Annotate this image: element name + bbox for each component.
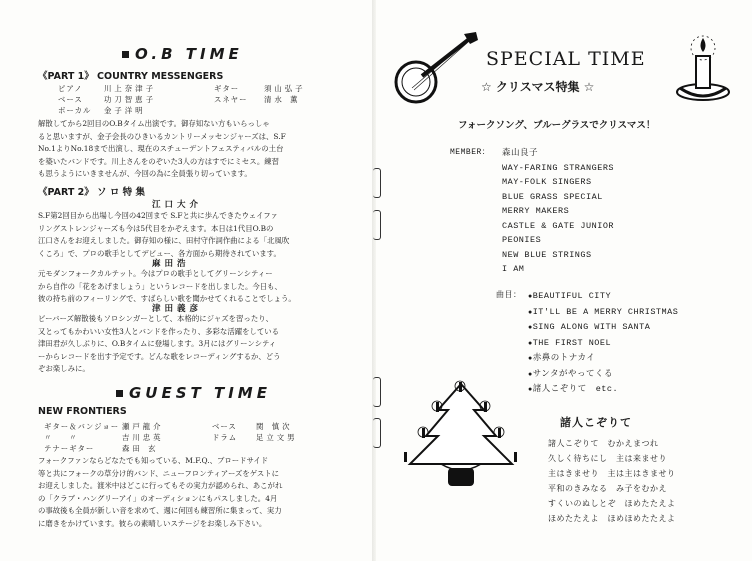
member-list — [502, 146, 614, 277]
song-item: ●BEAUTIFUL CITY — [528, 291, 612, 301]
bullet-icon: ● — [528, 308, 533, 317]
roster-member: 瀬戸龍介 — [122, 422, 164, 431]
hymn-line: 主はきませり 主は主はきませり — [548, 469, 676, 478]
member-label: MEMBER： — [450, 148, 491, 157]
bullet-icon: ● — [528, 355, 533, 363]
text-line: 等と共にフォークの草分け的バンド、ニューフロンティアーズをゲストに — [38, 468, 280, 478]
ob-time-text: O.B TIME — [135, 45, 243, 63]
roster-member — [264, 105, 334, 116]
roster-member: 清水 薫 — [264, 95, 301, 104]
guest-band-name: NEW FRONTIERS — [38, 406, 127, 417]
text-line: ると思いますが、金子会長のひきいるカントリーメッセンジャーズは、S.F — [38, 131, 286, 141]
text-line: に磨きをかけています。彼らの素晴しいステージをお楽しみ下さい。 — [38, 518, 267, 528]
guest-time-text: GUEST TIME — [129, 384, 271, 402]
singer-name-tsuda: 津田義彦 — [152, 304, 203, 314]
member-item: BLUE GRASS SPECIAL — [502, 191, 603, 202]
part2-heading: 《PART 2》 ソ ロ 特 集 — [38, 187, 145, 198]
text-line: を築いたバンドです。川上さんをのぞいた3人の方はすでにミセス。練習 — [38, 156, 280, 166]
roster-role: ピアノ — [58, 84, 83, 93]
text-line: くころ」で、プロの歌手としてデビュー、各方面から期待されています。 — [38, 248, 281, 258]
hymn-line: 久しく待ちにし 主は来ませり — [548, 454, 667, 463]
hymn-lyrics — [548, 436, 676, 526]
hymn-line: すくいのぬしとぞ ほめたたえよ — [548, 499, 676, 508]
text-line: No.1よりNo.18まで出演し、現在のスチューデントフェスティバルの土台 — [38, 144, 284, 153]
roster-role — [214, 105, 264, 116]
roster-role: 〃 〃 — [44, 433, 78, 442]
singer-name-asada: 麻田浩 — [152, 259, 190, 269]
roster-role: ギター — [214, 84, 240, 93]
song-item: ●SING ALONG WITH SANTA — [528, 322, 651, 332]
roster-role: スネヤー — [214, 95, 248, 104]
singer-body-tsuda — [38, 313, 358, 376]
text-line: 解散してから2回目のO.Bタイム出演です。御存知ない方もいらっしゃ — [38, 119, 270, 128]
text-line: フォークファンならどなたでも知っている、M.F.Q.、ブロードサイド — [38, 456, 269, 465]
member-item: MAY-FOLK SINGERS — [502, 177, 592, 187]
member-item: 森山良子 — [502, 148, 539, 158]
roster-role: ドラム — [212, 433, 238, 442]
text-line: の「クラブ・ハングリーアイ」のオーディションにもパスしました。4月 — [38, 493, 278, 503]
roster-member — [256, 443, 336, 454]
roster-member: 金子洋明 — [104, 106, 146, 115]
roster-member: 功刀智恵子 — [104, 95, 156, 104]
guest-roster — [44, 421, 336, 454]
song-item: ●諸人こぞりて etc. — [528, 384, 619, 394]
singer-name-eguchi: 江口大介 — [152, 200, 203, 210]
bullet-icon: ● — [528, 324, 533, 332]
part1-roster — [58, 83, 334, 116]
bullet-icon: ● — [528, 370, 533, 379]
singer-body-eguchi — [38, 210, 358, 260]
square-bullet-icon — [122, 51, 129, 58]
text-line: 津田君が久しぶりに、O.Bタイムに登場します。3月にはグリーンシティ — [38, 339, 277, 348]
roster-role: ボーカル — [58, 106, 92, 115]
banjo-illustration — [392, 30, 482, 105]
text-line: 江口さんをお迎えしました。御存知の様に、田村守作詞作曲による「北風吹 — [38, 236, 290, 245]
song-item: ●赤鼻のトナカイ — [528, 353, 596, 363]
christmas-lead: フォークソング、ブルーグラスでクリスマス！ — [458, 120, 656, 131]
member-item: I AM — [502, 264, 525, 274]
square-bullet-icon — [116, 390, 123, 397]
roster-member: 川上奈津子 — [104, 84, 156, 93]
part1-heading: 《PART 1》 COUNTRY MESSENGERS — [38, 71, 224, 82]
roster-member: 関 慎次 — [256, 422, 293, 431]
roster-member: 須山弘子 — [264, 84, 306, 93]
text-line: ビーバーズ解散後もソロシンガーとして、本格的にジャズを習ったり、 — [38, 314, 273, 323]
guest-time-title — [116, 384, 271, 402]
member-item: MERRY MAKERS — [502, 206, 570, 216]
roster-role — [212, 443, 256, 454]
roster-member: 森田 玄 — [122, 444, 159, 453]
text-line: ぞお楽しみに。 — [38, 364, 90, 373]
bullet-icon: ● — [528, 339, 533, 348]
candle-icon — [672, 32, 734, 107]
song-list — [528, 289, 678, 398]
text-line: ーからレコードを出す予定です。どんな歌をレコーディングするか、どう — [38, 351, 281, 361]
text-line: お迎えしました。渡米中はどこに行ってもその実力が認められ、あこがれ — [38, 481, 283, 490]
part1-body — [38, 118, 358, 181]
christmas-tree-illustration — [396, 380, 526, 495]
member-item: PEONIES — [502, 235, 542, 245]
roster-role: ベース — [212, 422, 237, 431]
roster-role: ギター＆バンジョー — [44, 422, 120, 431]
song-item: ●IT'LL BE A MERRY CHRISTMAS — [528, 306, 679, 317]
text-line: リングストレンジャーズも今は5代目をかぞえます。本日は1代目O.Bの — [38, 223, 274, 233]
roster-role: テナーギター — [44, 444, 95, 453]
hymn-title: 諸人こぞりて — [560, 416, 632, 429]
roster-member: 吉川忠英 — [122, 433, 164, 442]
hymn-line: 平和のきみなる み子をむかえ — [548, 484, 667, 493]
text-line: 彼の持ち前のフィーリングで、すばらしい歌を聞かせてくれることでしょう。 — [38, 294, 296, 303]
ob-time-title — [122, 45, 243, 63]
text-line: S.F第2回目から出場し今回の42回まで S.Fと共に歩んできたウェイファ — [38, 211, 278, 220]
text-line: から自作の「花をあげましょう」というレコードを出しました。今日も、 — [38, 281, 282, 291]
text-line: 元モダンフォークカルテット。今はプロの歌手としてグリーンシティー — [38, 269, 273, 278]
member-item: WAY-FARING STRANGERS — [502, 162, 615, 173]
roster-role: ベース — [58, 95, 83, 104]
songs-label: 曲目： — [496, 291, 522, 300]
roster-member: 足立文男 — [256, 433, 298, 442]
left-page — [0, 0, 372, 561]
hymn-line: ほめたたえよ ほめほめたたえよ — [548, 514, 676, 523]
bullet-icon: ● — [528, 386, 533, 394]
text-line: 又とってもかわいい女性3人とバンドを作ったり、多彩な活躍をしている — [38, 326, 280, 336]
christmas-special-heading: ☆ クリスマス特集 ☆ — [481, 80, 595, 94]
singer-body-asada — [38, 268, 358, 306]
member-item: NEW BLUE STRINGS — [502, 249, 592, 260]
special-time-title: SPECIAL TIME — [486, 48, 646, 70]
song-item: ●サンタがやってくる — [528, 368, 613, 379]
song-item: ●THE FIRST NOEL — [528, 337, 612, 348]
text-line: の事故後も全員が新しい音を求めて、週に何回も練習所に集まって、実力 — [38, 506, 282, 515]
guest-body — [38, 455, 358, 530]
text-line: も思うようにいきませんが、今回の為に全員張り切っています。 — [38, 169, 252, 178]
member-item: CASTLE & GATE JUNIOR — [502, 220, 615, 231]
bullet-icon: ● — [528, 293, 533, 301]
hymn-line: 諸人こぞりて むかえまつれ — [548, 439, 659, 448]
